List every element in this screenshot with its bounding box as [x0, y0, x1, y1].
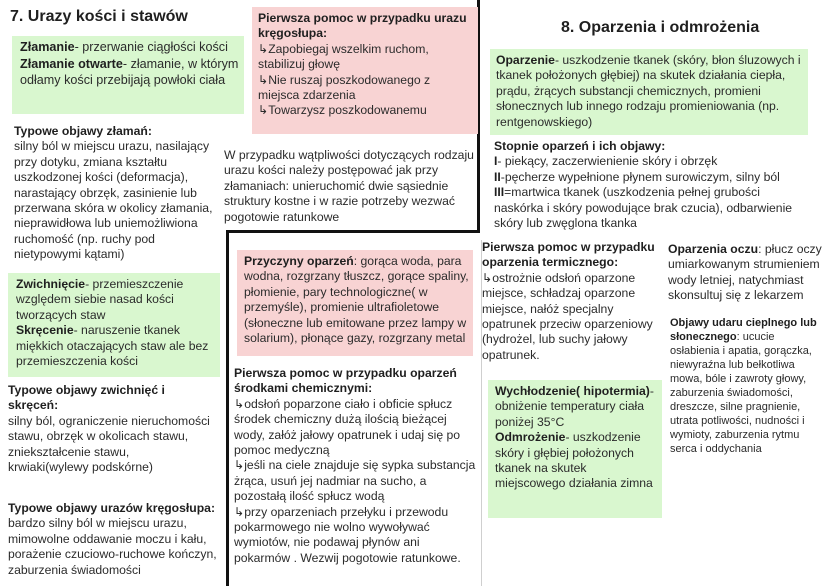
- def-sprain: - naruszenie tkanek miękkich otaczających staw ale bez przemieszczenia kości: [16, 323, 209, 369]
- section-8-title: 8. Oparzenia i odmrożenia: [561, 19, 760, 36]
- heatstroke-title: Objawy udaru cieplnego lub słonecznego: [670, 317, 817, 343]
- thermal-burn-title: Pierwsza pomoc w przypadku oparzenia termicznego:: [482, 240, 655, 270]
- section-7-title: 7. Urazy kości i stawów: [10, 8, 188, 25]
- spine-symptoms-text: bardzo silny ból w miejscu urazu, mimowolne oddawanie moczu i kału, porażenie czuciowo-ruchowe kończyn, zaburzenia świadomości: [8, 516, 217, 577]
- spine-first-aid-title: Pierwsza pomoc w przypadku urazu kręgosłupa:: [258, 11, 467, 41]
- dislocation-symptoms-text: silny ból, ograniczenie nieruchomości stawu, obrzęk w okolicach stawu, zniekształcenie stawu, krwiaki(wylewy podskórne): [8, 413, 210, 475]
- def-burn: - uszkodzenie tkanek (skóry, błon śluzowych i tkanek położonych głębiej) na skutek działania ciepła, prądu, żrących substancji chemicznych, promieni słonecznych lub innego rodzaju promieniowania (np. rentgenowskiego): [496, 53, 801, 129]
- def-hypothermia: - obniżenie temperatury ciała poniżej 35°C: [495, 384, 654, 429]
- burn-degree-item: II-pęcherze wypełnione płynem surowiczym, silny ból: [494, 169, 780, 184]
- spine-first-aid-item: ↳Nie ruszaj poszkodowanego z miejsca zdarzenia: [258, 72, 431, 103]
- eye-burns: [668, 242, 826, 304]
- term-dislocation: Zwichnięcie: [16, 277, 86, 291]
- def-fracture: - przerwanie ciągłości kości: [74, 40, 228, 54]
- eye-burns-text: : płucz oczy umiarkowanym strumieniem wody letniej, natychmiast skonsultuj się z lekarzem: [668, 242, 822, 303]
- term-frostbite: Odmrożenie: [495, 430, 566, 445]
- thermal-burn-text: ↳ostrożnie odsłoń oparzone miejsce, schładzaj oparzone miejsce, nałóż specjalny opatrunek przeciw oparzeniowy (hydrożel, lub suchy jałowy opatrunek.: [482, 270, 653, 362]
- fracture-symptoms-title: Typowe objawy złamań:: [14, 124, 152, 138]
- heatstroke-symptoms: [670, 316, 822, 456]
- def-frostbite: - uszkodzenie skóry i głębiej położonych tkanek na skutek miejscowego działania zimna: [495, 430, 653, 491]
- chemical-burn-title: Pierwsza pomoc w przypadku oparzeń środkami chemicznymi:: [234, 366, 457, 396]
- spine-symptoms-title: Typowe objawy urazów kręgosłupa:: [8, 501, 215, 515]
- spine-symptoms: [8, 501, 226, 578]
- burn-definition-box: [490, 49, 808, 135]
- fracture-symptoms-text: silny ból w miejscu urazu, nasilający przy dotyku, zmiana kształtu uszkodzonej kości (deformacja), narastający obrzęk, zasinienie lub przerwana skóra w okolicy złamania, nieprawidłowa lub uniemożliwiona ruchomość (np. ruchy pod nietypowymi kątami): [14, 139, 213, 262]
- spine-first-aid-item: ↳Zapobiegaj wszelkim ruchom, stabilizuj głowę: [258, 41, 429, 72]
- burn-degrees: [494, 139, 812, 231]
- term-burn-causes: Przyczyny oparzeń: [244, 254, 354, 268]
- spine-first-aid-box: [252, 7, 478, 134]
- spine-first-aid-item: ↳Towarzysz poszkodowanemu: [258, 103, 427, 118]
- fracture-symptoms: [14, 124, 224, 263]
- chemical-burn-item: ↳odsłoń poparzone ciało i obficie spłucz środek chemiczny dużą ilością bieżącej wody, załóż jałowy opatrunek i udaj się po pomoc medyczną: [234, 396, 461, 458]
- chemical-burn-item: ↳jeśli na ciele znajduje się sypka substancja żrąca, usuń jej nadmiar na sucho, a pozostałą ilość spłucz wodą: [234, 458, 476, 504]
- thermal-burn-first-aid: [482, 240, 662, 363]
- divider-vertical-middle: [226, 232, 229, 586]
- burn-degree-item: III=martwica tkanek (uszkodzenia pełnej grubości naskórka i skóry powodujące brak czucia), odbarwienie skóry lub zwęglona tkanka: [494, 185, 793, 231]
- chemical-burn-item: ↳przy oparzeniach przełyku i przewodu pokarmowego nie wolno wywoływać wymiotów, nie podawaj płynów ani pokarmów . Wezwij pogotowie ratunkowe.: [234, 504, 461, 565]
- fracture-definitions-box: [12, 36, 244, 114]
- term-hypothermia: Wychłodzenie( hipotermia): [495, 384, 650, 398]
- term-eye-burns: Oparzenia oczu: [668, 242, 759, 256]
- divider-horizontal-top: [226, 230, 480, 233]
- dislocation-symptoms-title: Typowe objawy zwichnięć i skręceń:: [8, 383, 165, 413]
- def-open-fracture: - złamanie, w którym odłamy kości przebijają powłoki ciała: [20, 56, 239, 87]
- burn-causes-box: [237, 250, 473, 356]
- hypothermia-frostbite-box: [488, 380, 662, 518]
- term-fracture: Złamanie: [20, 40, 75, 54]
- dislocation-symptoms: [8, 383, 212, 475]
- term-sprain: Skręcenie: [16, 323, 74, 338]
- doubt-guidance-text: W przypadku wątpliwości dotyczących rodzaju urazu kości należy postępować jak przy złamaniach: unieruchomić dwie sąsiednie struktury kostne i w razie potrzeby wezwać pogotowie ratunkowe: [224, 148, 474, 224]
- term-open-fracture: Złamanie otwarte: [20, 56, 123, 71]
- dislocation-definitions-box: [8, 273, 220, 377]
- burn-degree-item: I- piekący, zaczerwienienie skóry i obrzęk: [494, 154, 718, 169]
- term-burn: Oparzenie: [496, 53, 555, 67]
- heatstroke-text: : ucucie osłabienia i apatia, gorączka, niewyraźna lub bełkotliwa mowa, bóle i zawroty głowy, zaburzenia świadomości, dreszcze, silne pragnienie, utrata potliwości, nudności i wymioty, zaburzenia rytmu serca i oddychania: [670, 331, 812, 455]
- burn-degrees-title: Stopnie oparzeń i ich objawy:: [494, 139, 666, 153]
- def-dislocation: - przemieszczenie względem siebie nasad kości tworzących staw: [16, 277, 184, 322]
- chemical-burn-first-aid: [234, 366, 478, 566]
- burn-causes-text: : gorąca woda, para wodna, rozgrzany tłuszcz, gorące spaliny, płomienie, pary technologiczne( w przemyśle), promienie ultrafioletowe (słoneczne lub emitowane przez lampy w solarium), płonące gazy, rozgrzany metal: [244, 254, 469, 346]
